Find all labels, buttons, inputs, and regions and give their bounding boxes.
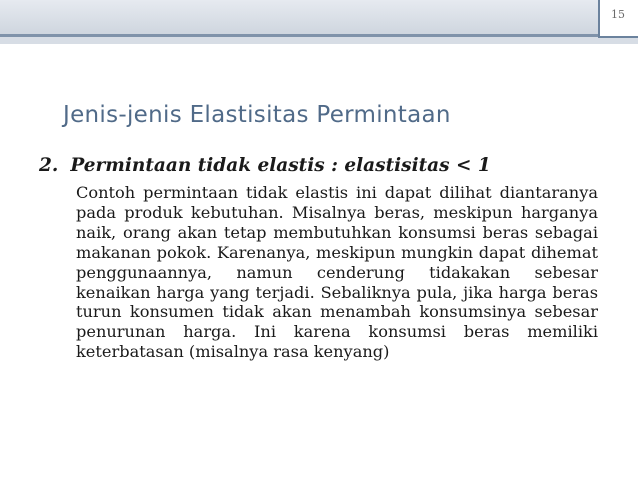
page-number: 15 <box>611 8 625 21</box>
list-item-heading <box>39 155 491 176</box>
list-item-number: 2. <box>39 155 59 176</box>
header-rule <box>0 34 598 37</box>
list-item-paragraph: Contoh permintaan tidak elastis ini dapat dilihat diantaranya pada produk kebutuhan. Misalnya beras, meskipun harganya naik, orang akan tetap membutuhkan konsumsi beras sebagai makanan pokok. Karenanya, meskipun mungkin dapat dihemat penggunaannya, namun cenderung tidakakan sebesar kenaikan harga yang terjadi. Sebaliknya pula, jika harga beras turun konsumen tidak akan menambah konsumsinya sebesar penurunan harga. Ini karena konsumsi beras memiliki keterbatasan (misalnya rasa kenyang) <box>76 183 598 362</box>
header-stripe <box>0 0 598 34</box>
header-band <box>0 0 638 44</box>
slide-title: Jenis-jenis Elastisitas Permintaan <box>63 102 451 128</box>
list-item-heading-text: Permintaan tidak elastis : elastisitas < 1 <box>70 155 491 176</box>
